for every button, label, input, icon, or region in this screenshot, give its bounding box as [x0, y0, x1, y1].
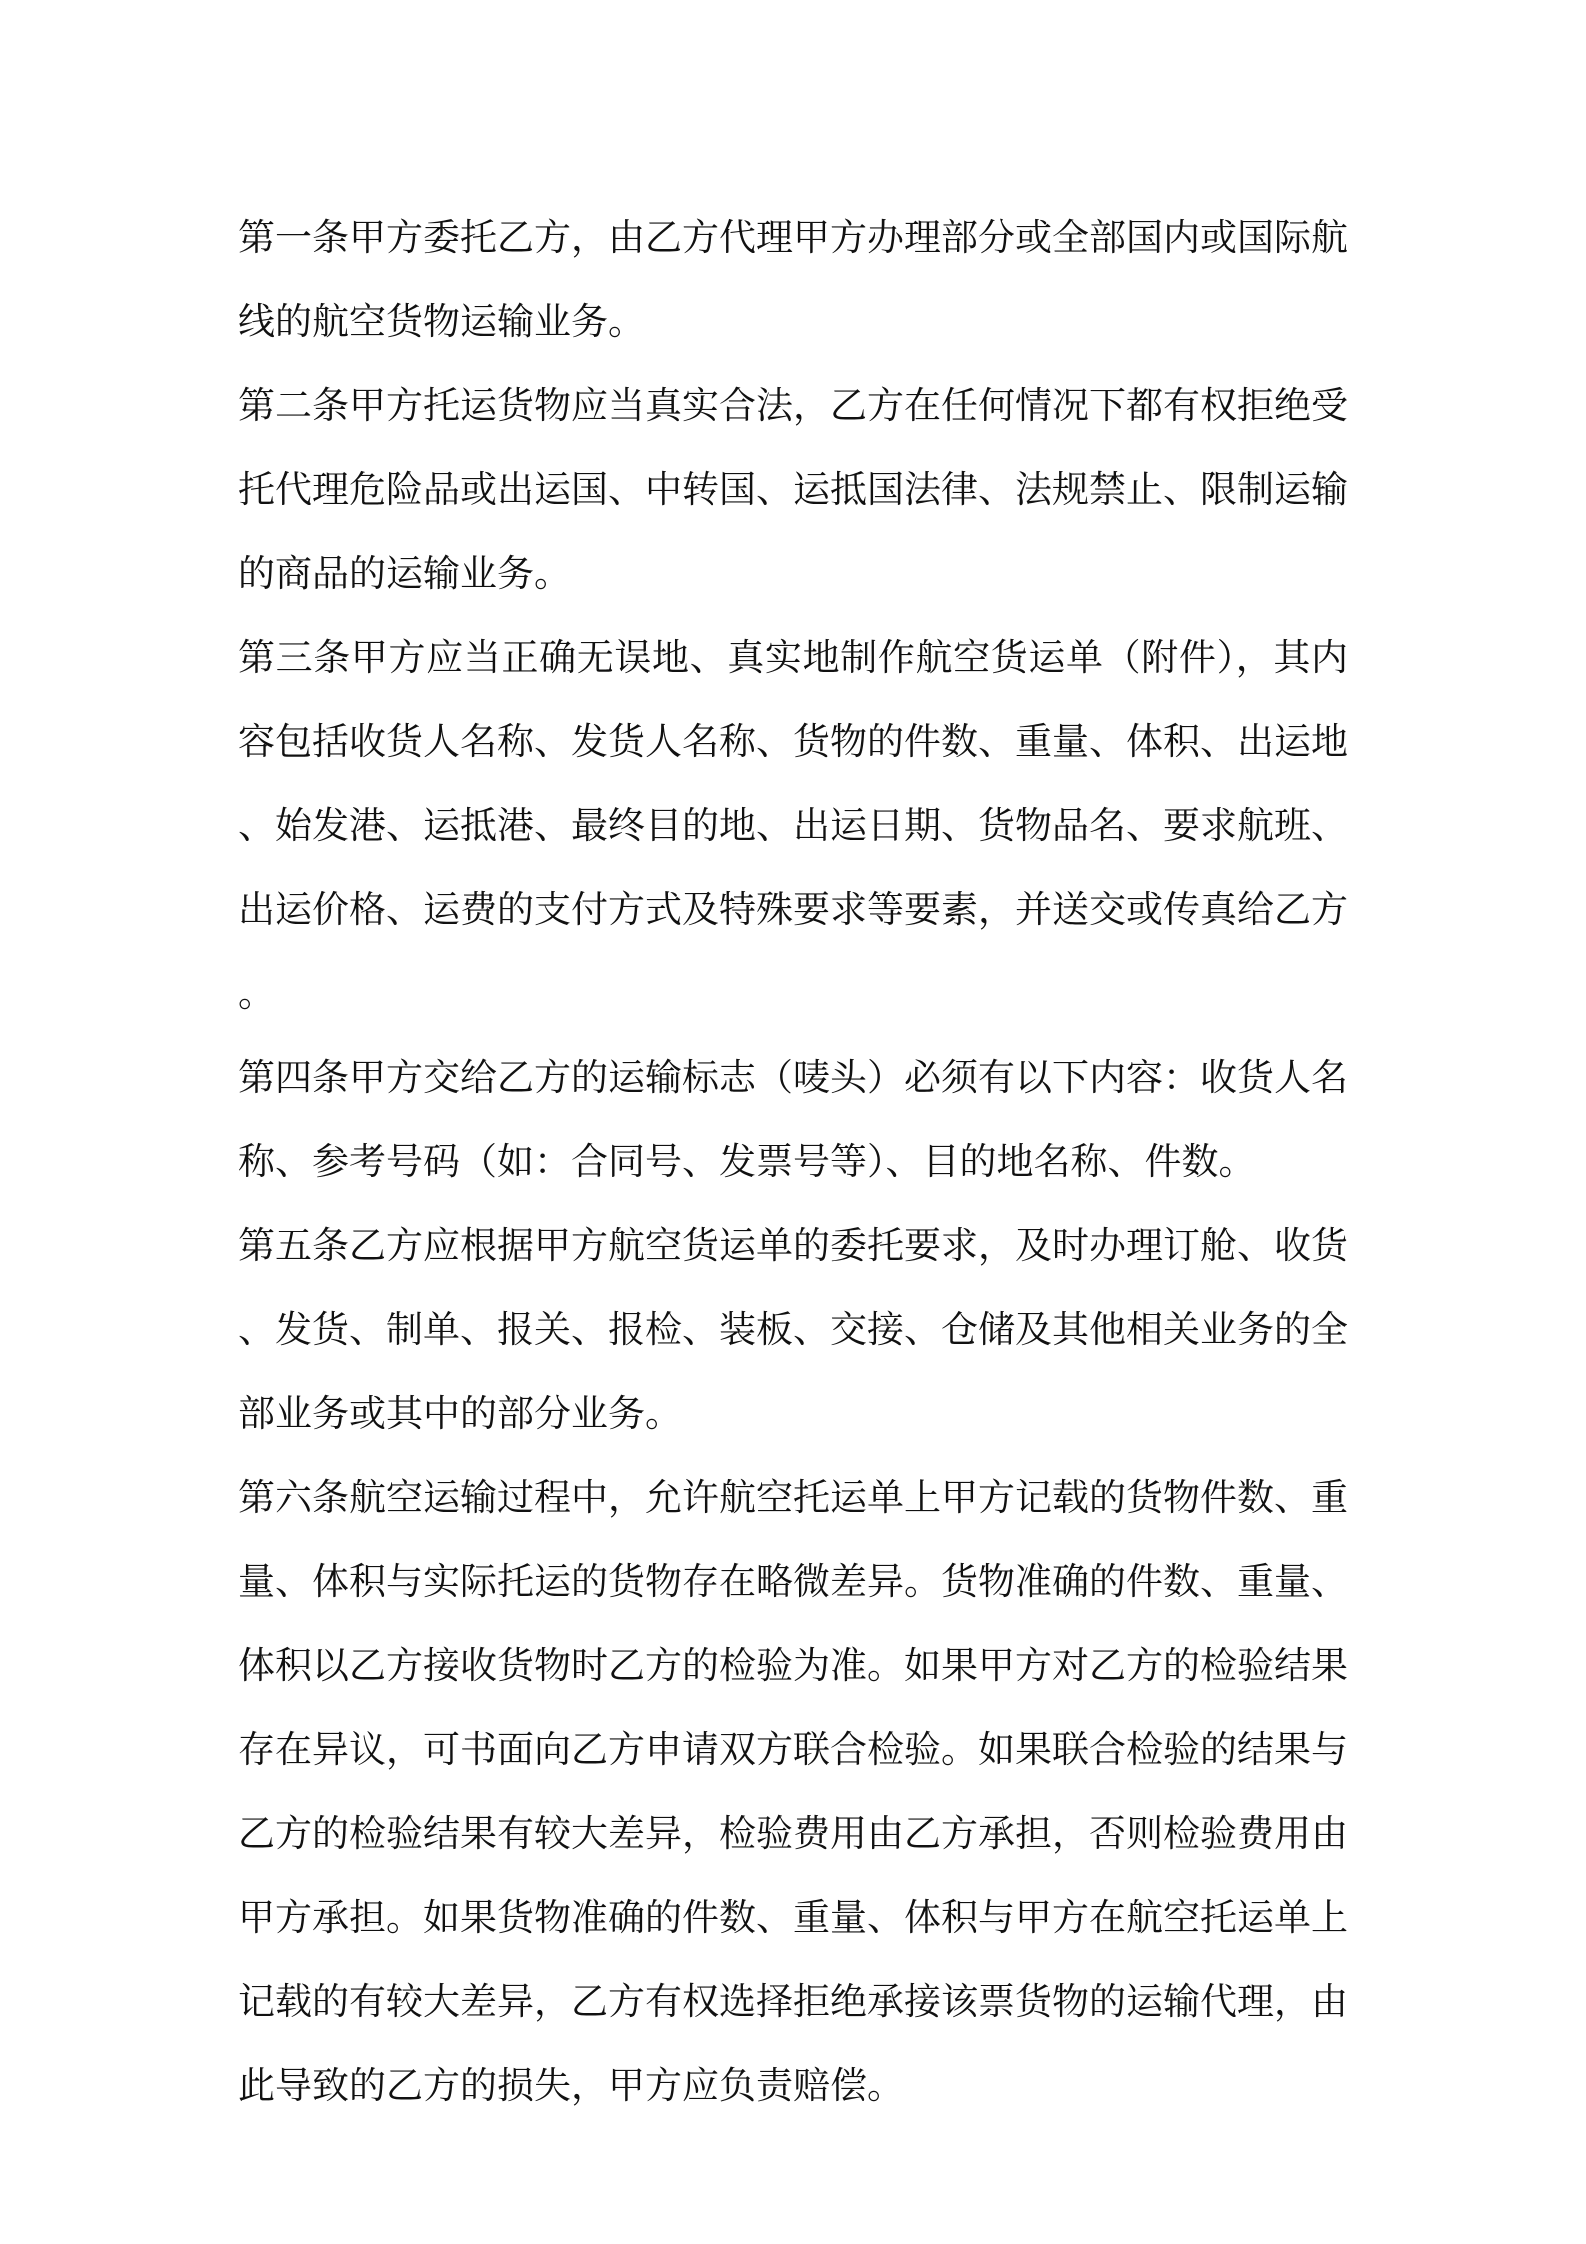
- clause-4: 第四条甲方交给乙方的运输标志（唛头）必须有以下内容：收货人名称、参考号码（如：合同号、发票号等）、目的地名称、件数。: [238, 1056, 1348, 1183]
- clause-1: 第一条甲方委托乙方，由乙方代理甲方办理部分或全部国内或国际航线的航空货物运输业务。: [238, 216, 1348, 343]
- clause-2: 第二条甲方托运货物应当真实合法，乙方在任何情况下都有权拒绝受托代理危险品或出运国、中转国、运抵国法律、法规禁止、限制运输的商品的运输业务。: [238, 384, 1348, 595]
- clause-6: 第六条航空运输过程中，允许航空托运单上甲方记载的货物件数、重量、体积与实际托运的货物存在略微差异。货物准确的件数、重量、体积以乙方接收货物时乙方的检验为准。如果甲方对乙方的检验结果存在异议，可书面向乙方申请双方联合检验。如果联合检验的结果与乙方的检验结果有较大差异，检验费用由乙方承担，否则检验费用由甲方承担。如果货物准确的件数、重量、体积与甲方在航空托运单上记载的有较大差异，乙方有权选择拒绝承接该票货物的运输代理，由此导致的乙方的损失，甲方应负责赔偿。: [238, 1476, 1348, 2107]
- clause-3: 第三条甲方应当正确无误地、真实地制作航空货运单（附件），其内容包括收货人名称、发货人名称、货物的件数、重量、体积、出运地、始发港、运抵港、最终目的地、出运日期、货物品名、要求航班、出运价格、运费的支付方式及特殊要求等要素，并送交或传真给乙方。: [238, 636, 1348, 1015]
- contract-body: [238, 196, 1348, 2128]
- clause-5: 第五条乙方应根据甲方航空货运单的委托要求，及时办理订舱、收货、发货、制单、报关、报检、装板、交接、仓储及其他相关业务的全部业务或其中的部分业务。: [238, 1224, 1348, 1435]
